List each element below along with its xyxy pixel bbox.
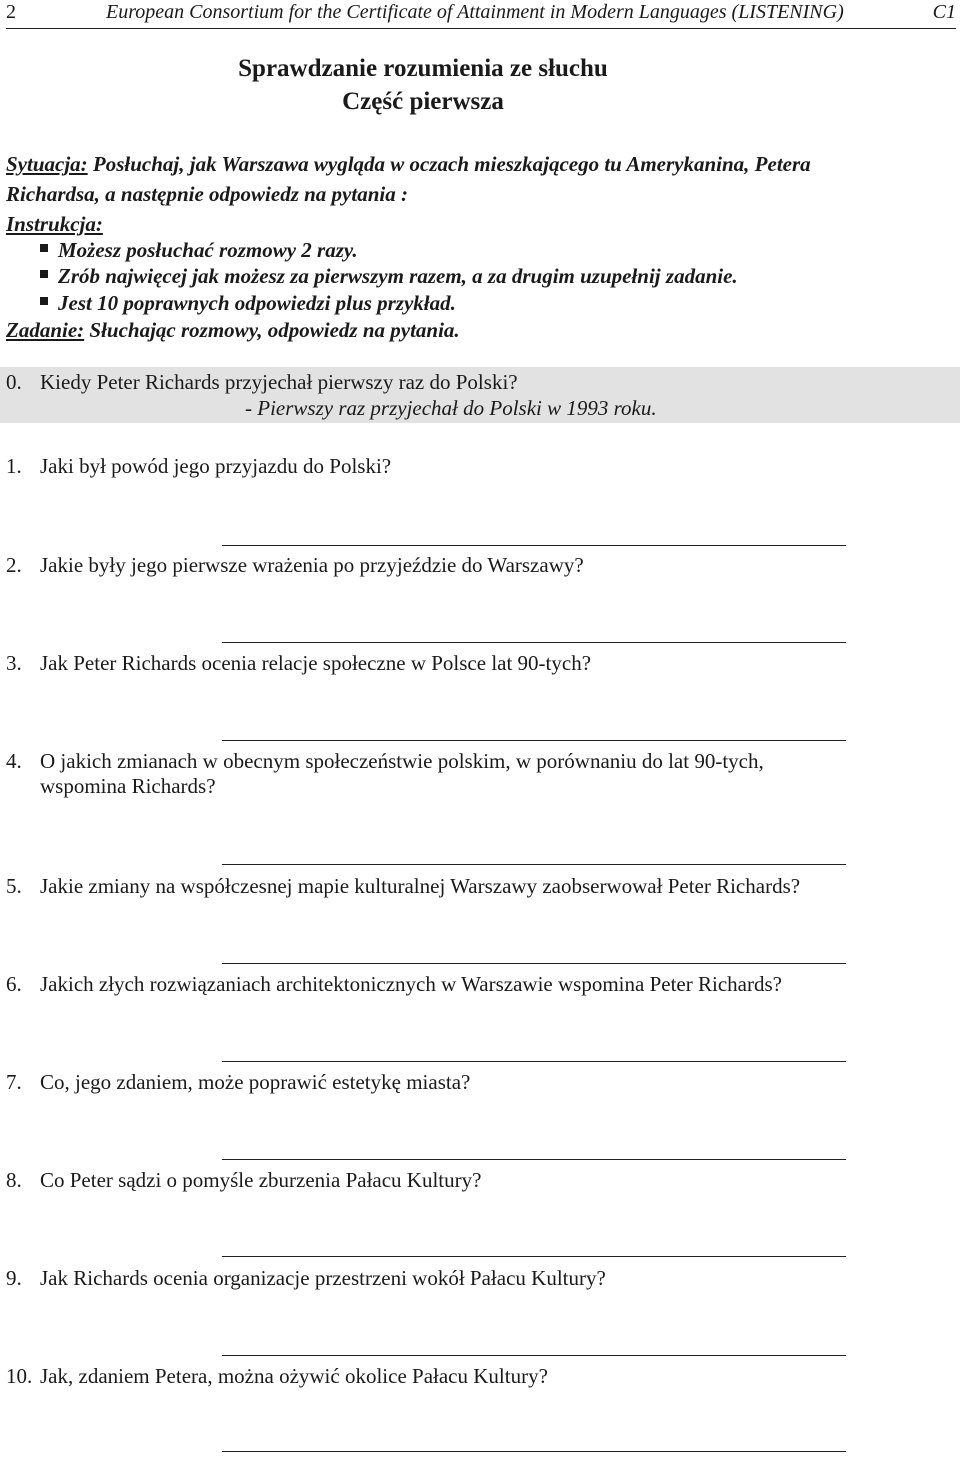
question-6 (6, 972, 782, 997)
answer-line[interactable] (222, 545, 846, 546)
situation-text-1: Posłuchaj, jak Warszawa wygląda w oczach mieszkającego tu Amerykanina, Petera (87, 152, 811, 176)
question-number: 9. (6, 1266, 22, 1290)
question-10 (6, 1364, 548, 1389)
question-number: 4. (6, 749, 22, 773)
question-text: Jakie zmiany na współczesnej mapie kulturalnej Warszawy zaobserwował Peter Richards? (40, 874, 801, 898)
question-text-line-1: O jakich zmianach w obecnym społeczeństwie polskim, w porównaniu do lat 90-tych, (40, 749, 764, 773)
situation-label: Sytuacja: (6, 152, 88, 176)
question-number: 8. (6, 1168, 22, 1192)
answer-line[interactable] (222, 1451, 846, 1452)
question-text: Co, jego zdaniem, może poprawić estetykę miasta? (40, 1070, 471, 1094)
question-text: Jakie były jego pierwsze wrażenia po przyjeździe do Warszawy? (40, 553, 584, 577)
answer-line[interactable] (222, 963, 846, 964)
example-question (6, 370, 518, 395)
answer-line[interactable] (222, 1256, 846, 1257)
situation-line-1 (6, 152, 946, 177)
square-bullet-icon (40, 244, 48, 252)
question-text: Jak Richards ocenia organizacje przestrzeni wokół Pałacu Kultury? (40, 1266, 606, 1290)
question-number: 7. (6, 1070, 22, 1094)
answer-line[interactable] (222, 740, 846, 741)
question-1 (6, 454, 391, 479)
question-text: Jak, zdaniem Petera, można ożywić okolice Pałacu Kultury? (40, 1364, 548, 1388)
question-text: Kiedy Peter Richards przyjechał pierwszy raz do Polski? (40, 370, 518, 394)
question-number: 1. (6, 454, 22, 478)
question-text: Jaki był powód jego przyjazdu do Polski? (40, 454, 392, 478)
situation-text-2: Richardsa, a następnie odpowiedz na pytania : (6, 182, 408, 206)
answer-line[interactable] (222, 642, 846, 643)
question-2 (6, 553, 584, 578)
question-7 (6, 1070, 470, 1095)
instruction-bullet (40, 238, 358, 263)
section-subtitle: Część pierwsza (342, 88, 504, 115)
instruction-bullet (40, 291, 456, 316)
question-number: 10. (6, 1364, 33, 1388)
section-title: Sprawdzanie rozumienia ze słuchu (238, 55, 608, 82)
header-title: European Consortium for the Certificate of Attainment in Modern Languages (LISTENING) (106, 1, 844, 23)
question-number: 5. (6, 874, 22, 898)
header-level: C1 (932, 1, 956, 23)
question-8 (6, 1168, 481, 1193)
answer-line[interactable] (222, 1355, 846, 1356)
question-text (40, 749, 764, 799)
answer-line[interactable] (222, 864, 846, 865)
question-number: 2. (6, 553, 22, 577)
answer-line[interactable] (222, 1061, 846, 1062)
question-text: Co Peter sądzi o pomyśle zburzenia Pałacu Kultury? (40, 1168, 482, 1192)
example-answer: - Pierwszy raz przyjechał do Polski w 1993 roku. (245, 396, 657, 420)
square-bullet-icon (40, 270, 48, 278)
question-text: Jakich złych rozwiązaniach architektonicznych w Warszawie wspomina Peter Richards? (40, 972, 782, 996)
question-number: 6. (6, 972, 22, 996)
bullet-text: Zrób najwięcej jak możesz za pierwszym razem, a za drugim uzupełnij zadanie. (58, 264, 738, 288)
square-bullet-icon (40, 297, 48, 305)
instruction-bullet (40, 264, 738, 289)
page-header (6, 0, 956, 29)
answer-line[interactable] (222, 1159, 846, 1160)
task-text: Słuchając rozmowy, odpowiedz na pytania. (84, 318, 460, 342)
question-4 (6, 749, 764, 799)
question-text: Jak Peter Richards ocenia relacje społeczne w Polsce lat 90-tych? (40, 651, 592, 675)
question-number: 0. (6, 370, 22, 394)
bullet-text: Jest 10 poprawnych odpowiedzi plus przykład. (58, 291, 456, 315)
question-5 (6, 874, 800, 899)
question-9 (6, 1266, 606, 1291)
question-3 (6, 651, 591, 676)
question-number: 3. (6, 651, 22, 675)
task-line (6, 318, 460, 343)
task-label: Zadanie: (6, 318, 85, 342)
question-text-line-2: wspomina Richards? (40, 774, 216, 798)
bullet-text: Możesz posłuchać rozmowy 2 razy. (58, 238, 358, 262)
page-number: 2 (6, 1, 16, 23)
instruction-label: Instrukcja: (6, 212, 103, 236)
